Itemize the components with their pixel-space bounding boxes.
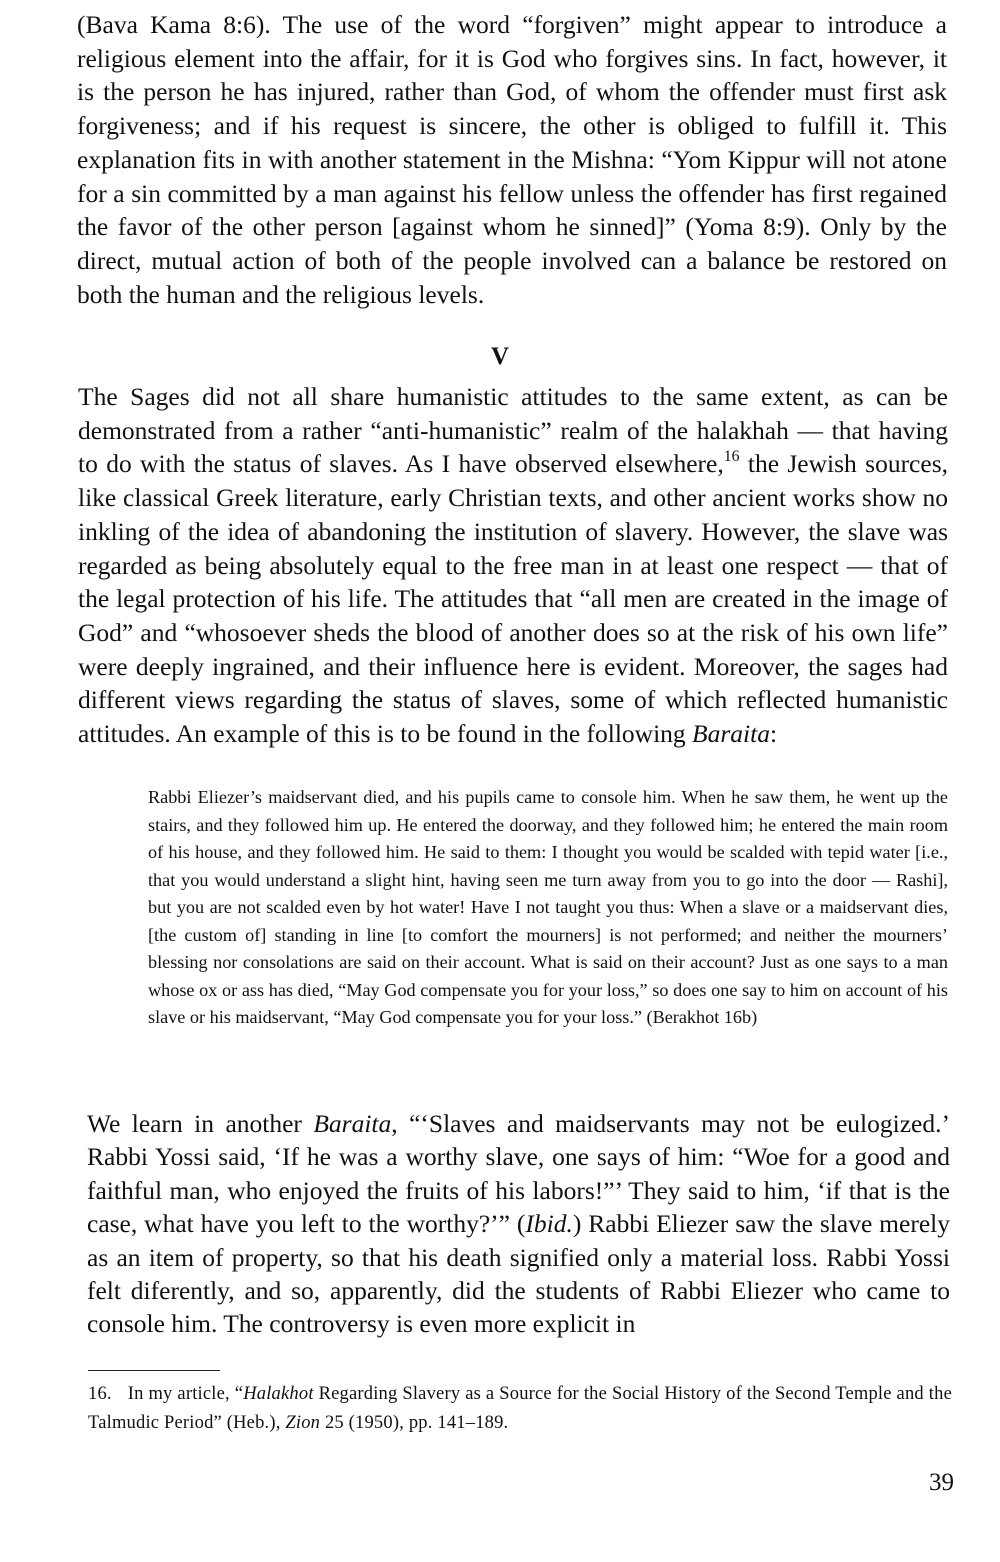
italic-term: Ibid. — [525, 1209, 573, 1239]
paragraph-text: We learn in another — [87, 1109, 314, 1138]
italic-term: Baraita — [313, 1109, 392, 1138]
page-number: 39 — [929, 1469, 954, 1496]
footnote-reference[interactable]: 16 — [723, 448, 740, 466]
paragraph-text: The Sages did not all share humanistic attitudes to the same extent, as can be demonstrated from a rather “anti-humanistic” realm of the halakhah — that having to do with the status of slaves. As I have observed elsewhere, — [78, 382, 948, 479]
italic-term: Baraita — [692, 719, 770, 749]
footnote-text: Regarding Slavery as a Source for the Social History of the Second Temple and the Talmudic Period” (Heb.), — [88, 1384, 952, 1433]
quote-text: Rabbi Eliezer’s maidservant died, and his pupils came to console him. When he saw them, he went up the stairs, and they followed him up. He entered the doorway, and they followed him; he entered the main room of his house, and they followed him. He said to them: I thought you would be scalded with tepid water [i.e., that you would understand a slight hint, having seen me turn away from you to go into the door — Rashi], but you are not scalded even by hot water! Have I not taught you thus: When a slave or a maidservant dies, [the custom of] standing in line [to comfort the mourners] is not performed; and neither the mourners’ blessing nor consolations are said on their account. What is said on their account? Just as one says to a man whose ox or ass has died, “May God compensate you for your loss,” so does one say to him on account of his slave or his maidservant, “May God compensate you for your loss.” (Berakhot 16b) — [148, 787, 948, 1027]
block-quote-baraita — [148, 784, 948, 1032]
footnote-text: 25 (1950), pp. 141–189. — [320, 1413, 509, 1433]
footnote-text: In my article, “ — [127, 1384, 244, 1404]
footnote-divider — [88, 1370, 220, 1371]
section-heading: V — [490, 343, 510, 370]
paragraph-mishna-forgiveness — [77, 8, 947, 311]
paragraph-text: , “‘Slaves and maidservants may not be eulogized.’ Rabbi Yossi said, ‘If he was a worthy slave, one says of him: “Woe for a good and faithful man, who enjoyed the fruits of his labors!”’ They said to him, ‘if that is the case, what have you left to the worthy?’” ( — [87, 1109, 950, 1239]
paragraph-text: the Jewish sources, like classical Greek literature, early Christian texts, and other ancient works show no inkling of the idea of abandoning the institution of slavery. However, the slave was regarded as being absolutely equal to the free man in at least one respect — that of the legal protection of his life. The attitudes that “all men are created in the image of God” and “whosoever sheds the blood of another does so at the risk of his own life” were deeply ingrained, and their influence here is evident. Moreover, the sages had different views regarding the status of slaves, some of which reflected humanistic attitudes. An example of this is to be found in the following — [78, 449, 948, 749]
paragraph-text: ) Rabbi Eliezer saw the slave merely as an item of property, so that his death signified only a material loss. Rabbi Yossi felt diferently, and so, apparently, did the students of Rabbi Eliezer who came to console him. The controversy is even more explicit in — [87, 1209, 950, 1339]
paragraph-text: : — [769, 719, 778, 749]
paragraph-slavery-attitudes — [78, 380, 948, 751]
italic-title: Halakhot — [243, 1384, 314, 1404]
paragraph-text: (Bava Kama 8:6). The use of the word “forgiven” might appear to introduce a religious element into the affair, for it is God who forgives sins. In fact, however, it is the person he has injured, rather than God, of whom the offender must first ask forgiveness; and if his request is sincere, the other is obliged to fulfill it. This explanation fits in with another statement in the Mishna: “Yom Kippur will not atone for a sin committed by a man against his fellow unless the offender has first regained the favor of the other person [against whom he sinned]” (Yoma 8:9). Only by the direct, mutual action of both of the people involved can a balance be restored on both the human and the religious levels. — [77, 10, 947, 309]
footnote-16 — [88, 1380, 952, 1438]
paragraph-another-baraita — [87, 1107, 950, 1341]
italic-title: Zion — [285, 1413, 321, 1433]
footnote-number: 16. — [88, 1384, 112, 1404]
